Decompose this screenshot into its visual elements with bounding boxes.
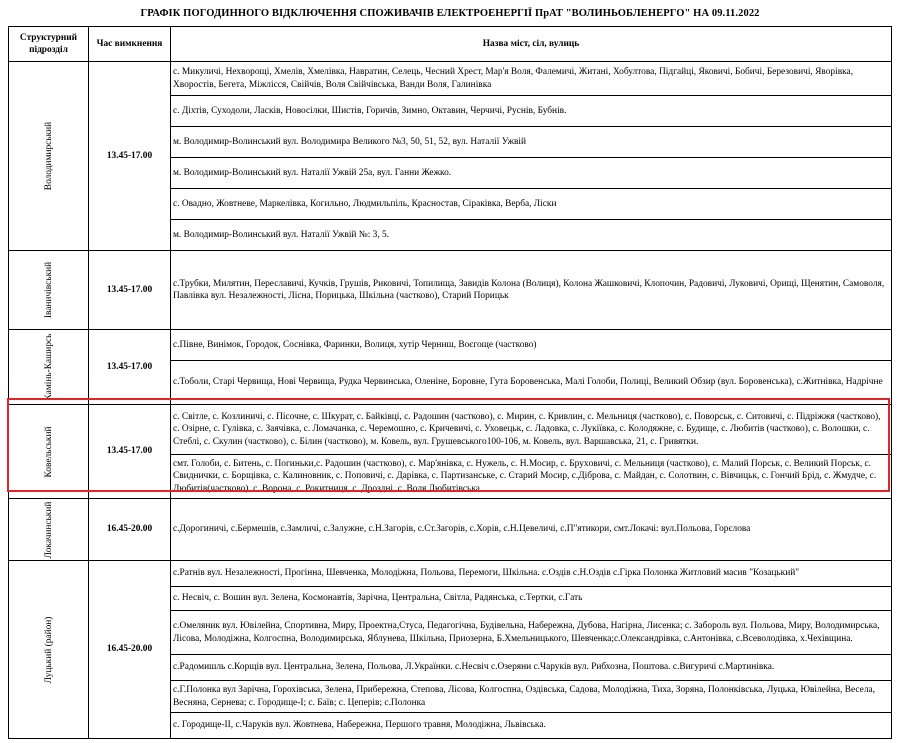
place-cell: с.Омеляник вул. Ювілейна, Спортивна, Миру, Проектна,Стуса, Педагогічна, Будівельна, Набережна, Дубова, Нагірна, Лисенка; с. Забороль вул. Польова, Миру, Володимирська, Лісова, Молодіжна, Колгоспна, Володимирська, Яблунева, Шкільна, Приозерна, Б.Хмельницького, Шевченка;с.Олександрівка, с.Антонівка, с.Всеволодівка, х.Чехівщина. bbox=[171, 611, 892, 655]
time-cell: 13.45-17.00 bbox=[89, 251, 171, 330]
unit-label: Луцький (район) bbox=[43, 616, 54, 683]
table-row bbox=[9, 561, 892, 587]
place-cell: с.Півне, Винімок, Городок, Соснівка, Фаринки, Волиця, хутір Черниш, Воєгоще (частково) bbox=[171, 330, 892, 361]
unit-cell-lokachi bbox=[9, 499, 89, 561]
unit-label: Камінь-Каширсь bbox=[43, 333, 54, 401]
time-cell: 13.45-17.00 bbox=[89, 405, 171, 499]
place-cell: с.Г.Полонка вул Зарічна, Горохівська, Зелена, Прибережна, Степова, Лісова, Колгоспна, Оздівська, Садова, Молодіжна, Тиха, Зоряна, Полонківська, Луцька, Ювілейна, Весела, Весняна, Сернева; с. Городище-І; с. Баїв; с. Цеперів; с.Полонка bbox=[171, 681, 892, 713]
place-cell: с.Трубки, Милятин, Переславичі, Кучків, Грушів, Риковичі, Топилища, Завидів Колона (Волиця), Колона Жашковичі, Клопочин, Радовичі, Луковичі, Орищі, Щенятин, Самоволя, Павлівка вул. Незалежності, Лісна, Порицька, Шкільна (частково), Старий Порицьк bbox=[171, 251, 892, 330]
time-cell: 13.45-17.00 bbox=[89, 330, 171, 405]
table-row bbox=[9, 62, 892, 96]
unit-label: Володимирський bbox=[43, 121, 54, 191]
unit-cell-kovel bbox=[9, 405, 89, 499]
place-cell: с.Тоболи, Старі Червища, Нові Червища, Рудка Червинська, Оленіне, Боровне, Гута Боровенська, Малі Голоби, Полиці, Великий Обзир (вул. Боровенська), с.Житнівка, Надрічне bbox=[171, 361, 892, 405]
unit-cell-lutsk bbox=[9, 561, 89, 739]
document-title: ГРАФІК ПОГОДИННОГО ВІДКЛЮЧЕННЯ СПОЖИВАЧІВ ЕЛЕКТРОЕНЕРГІЇ ПрАТ "ВОЛИНЬОБЛЕНЕРГО" НА 09.11.2022 bbox=[140, 8, 760, 19]
unit-cell-ivanychi bbox=[9, 251, 89, 330]
header-time: Час вимкнення bbox=[89, 27, 171, 62]
place-cell: м. Володимир-Волинський вул. Наталії Ужвій 25а, вул. Ганни Жежко. bbox=[171, 158, 892, 189]
header-unit: Структурний підрозділ bbox=[9, 27, 89, 62]
header-places: Назва міст, сіл, вулиць bbox=[171, 27, 892, 62]
table-row bbox=[9, 499, 892, 561]
place-cell: с.Дорогиничі, с.Бермешів, с.Замличі, с.Залужне, с.Н.Загорів, с.Ст.Загорів, с.Хорів, с.Н.Цевеличі, с.П"ятикори, смт.Локачі: вул.Польова, Горєлова bbox=[171, 499, 892, 561]
unit-label: Іваничівський bbox=[43, 261, 54, 319]
unit-cell-volodymyr bbox=[9, 62, 89, 251]
header-row bbox=[9, 27, 892, 62]
unit-label: Локачинський bbox=[43, 501, 54, 558]
table-row bbox=[9, 330, 892, 361]
place-cell: с.Радомишль с.Корщів вул. Центральна, Зелена, Польова, Л.Українки. с.Несвіч с.Озеряни с.Чарукiв вул. Рибхозна, Поштова. с.Вигуричі с.Мартинівка. bbox=[171, 655, 892, 681]
place-cell: с. Овадно, Жовтневе, Маркелівка, Когильно, Людмильпіль, Красностав, Сіраківка, Верба, Ліски bbox=[171, 189, 892, 220]
table-row bbox=[9, 405, 892, 455]
unit-label: Ковельський bbox=[43, 426, 54, 477]
place-cell: с. Городище-ІІ, с.Чаруків вул. Жовтнева, Набережна, Першого травня, Молодіжна, Львівська. bbox=[171, 713, 892, 739]
place-cell: с. Несвіч, с. Вошин вул. Зелена, Космонавтів, Зарічна, Центральна, Світла, Радянська, с.Тертки, с.Гать bbox=[171, 587, 892, 611]
place-cell: с. Діхтів, Суходоли, Ласків, Новосілки, Шистів, Горичів, Зимно, Октавин, Черчичі, Руснів, Бубнів. bbox=[171, 96, 892, 127]
unit-cell-kamin bbox=[9, 330, 89, 405]
time-cell: 16.45-20.00 bbox=[89, 499, 171, 561]
place-cell: смт. Голоби, с. Битень, с. Погиньки,с. Радошин (частково), с. Мар'янівка, с. Нужель, с. Н.Мосир, с. Брухoвичі, с. Мельниця (частково), с. Малий Порськ, с. Великий Порськ, с. Свиднички, с. Борщівка, с. Калиновник, с. Поповичі, с. Дарівка, с. Партизанське, с. Старий Мосир, с.Діброва, с. Майдан, с. Солотвин, с. Вівчицьк, с. Гончий Брід, с. Жмудче, с. Любитів(частково), с. Ворона, с. Рокитниця, с. Дроздні, с. Воля Любитівська bbox=[171, 455, 892, 499]
time-cell: 16.45-20.00 bbox=[89, 561, 171, 739]
time-cell: 13.45-17.00 bbox=[89, 62, 171, 251]
place-cell: с.Ратнів вул. Незалежності, Прогінна, Шевченка, Молодіжна, Польова, Перемоги, Шкільна. с.Оздів с.Н.Оздів с.Гірка Полонка Житловий масив "Козацький" bbox=[171, 561, 892, 587]
place-cell: м. Володимир-Волинський вул. Наталії Ужвій №: 3, 5. bbox=[171, 220, 892, 251]
schedule-table bbox=[8, 26, 892, 739]
place-cell: м. Володимир-Волинський вул. Володимира Великого №3, 50, 51, 52, вул. Наталії Ужвій bbox=[171, 127, 892, 158]
place-cell: с. Микуличі, Нехворощі, Хмелів, Хмелівка, Навратин, Селець, Чесний Хрест, Мар'я Воля, Фалемичі, Житані, Хобултова, Підгайці, Яковичі, Бобичі, Березовичі, Яворівка, Хворостів, Бегета, Міжлісся, Свійчів, Воля Свійчівська, Ванди Воля, Галинівка bbox=[171, 62, 892, 96]
table-row bbox=[9, 251, 892, 330]
place-cell: с. Світле, с. Козлиничі, с. Пісочне, с. Шкурат, с. Байківці, с. Радошин (частково), с. Мирин, с. Кривлин, с. Мельниця (частково), с. Поворськ, с. Ситовичі, с. Підріжжя (частково), с. Озірне, с. Гулівка, с. Заячівка, с. Ломачанка, с. Черемошно, с. Кричевичі, с. Уховецьк, с. Ладовка, с. Лукіївка, с. Колодяжне, с. Будище, с. Любитів (частково), с. Волошки, с. Стеблі, с. Скулин (частково), с. Білин (частково), м. Ковель, вул. Грушевського100-106, м. Ковель, вул. Варшавська, 21, с. Гривятки. bbox=[171, 405, 892, 455]
